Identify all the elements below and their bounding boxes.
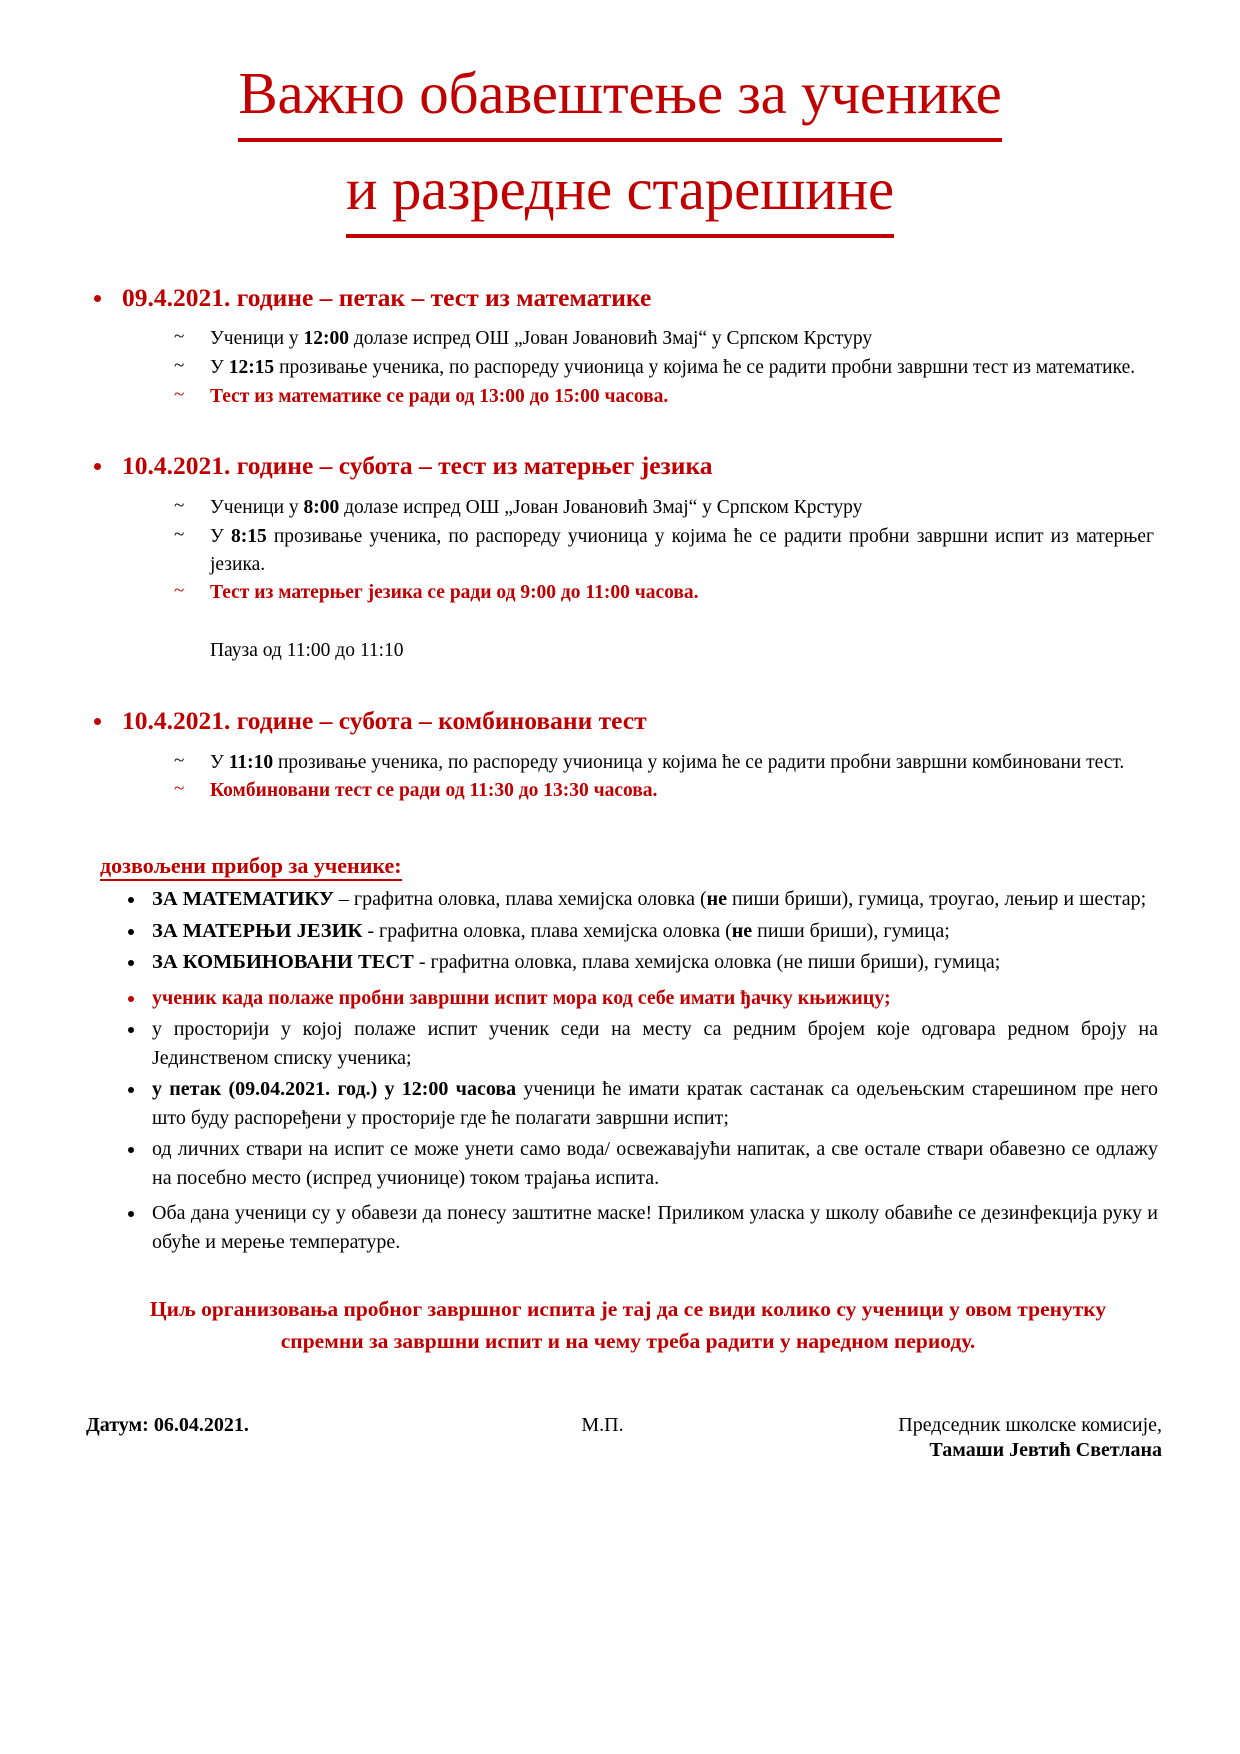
list-item — [78, 948, 1162, 978]
supply-subject: ЗА МАТЕМАТИКУ — [152, 888, 334, 911]
section-heading: 10.4.2021. године – субота – тест из матерњег језика — [78, 450, 1162, 482]
sub-item-suffix: долазе испред ОШ „Јован Јовановић Змај“ у Српском Крстуру — [339, 497, 863, 519]
supply-tail: пиши бриши), гумица, троугао, лењир и шестар; — [727, 888, 1147, 911]
section-sublist — [78, 749, 1162, 805]
list-item — [78, 1075, 1162, 1133]
sub-item-prefix: Ученици у — [210, 497, 304, 519]
supply-text: - графитна оловка, плава хемијска оловка (не пиши бриши), гумица; — [413, 951, 1001, 974]
rule-text: у просторији у којој полаже испит ученик седи на месту са редним бројем које одговара редном броју на Јединственом списку ученика; — [152, 1018, 1158, 1070]
list-item — [78, 917, 1162, 947]
supplies-heading — [78, 853, 1162, 879]
section-sublist — [78, 494, 1162, 664]
schedule-section-mother-tongue — [78, 450, 1162, 664]
sub-item-prefix: У — [210, 357, 229, 379]
list-item — [78, 984, 1162, 1013]
page-title-line-2: и разредне старешине — [346, 148, 894, 238]
page-title — [78, 52, 1162, 238]
signer-name: Тамаши Јевтић Светлана — [929, 1438, 1162, 1461]
sub-item-strong: 12:15 — [228, 357, 275, 379]
section-heading: 10.4.2021. године – субота – комбиновани тест — [78, 705, 1162, 737]
supply-text: - графитна оловка, плава хемијска оловка ( — [362, 919, 732, 942]
list-item — [78, 1015, 1162, 1073]
supply-emphasis: не — [706, 888, 728, 911]
sub-item-highlight — [78, 579, 1162, 607]
section-sublist — [78, 325, 1162, 410]
sub-item-highlight — [78, 383, 1162, 411]
supply-tail: пиши бриши), гумица; — [752, 919, 950, 942]
sub-item — [78, 749, 1162, 777]
footer-signature — [732, 1414, 1162, 1462]
sub-item — [78, 494, 1162, 522]
sub-item-prefix: У — [210, 751, 229, 773]
rule-text: ученици ће имати кратак састанак са одељењским старешином пре него што буду распоређени у просторије где ће полагати завршни испит; — [152, 1078, 1158, 1130]
page-title-line-1: Важно обавештење за ученике — [238, 52, 1001, 142]
rule-emphasis: у петак (09.04.2021. год.) у 12:00 часова — [152, 1078, 517, 1101]
footer-date: Датум: 06.04.2021. — [86, 1413, 249, 1436]
sub-item-suffix: Комбиновани тест се ради од 11:30 до 13:30 часова. — [210, 780, 658, 802]
sub-item-suffix: Тест из математике се ради од 13:00 до 15:00 часова. — [210, 385, 669, 407]
break-note: Пауза од 11:00 до 11:10 — [210, 640, 404, 662]
sub-item-suffix: долазе испред ОШ „Јован Јовановић Змај“ у Српском Крстуру — [349, 328, 873, 350]
sub-item-prefix: Ученици у — [210, 328, 304, 350]
supplies-list — [78, 885, 1162, 978]
closing-statement: Циљ организовања пробног завршног испита је тај да се види колико су ученици у овом тренутку спремни за завршни испит и на чему треба радити у наредном периоду. — [149, 1297, 1107, 1354]
supplies-heading-text: дозвољени прибор за ученике: — [100, 853, 402, 881]
list-item — [78, 885, 1162, 915]
supply-subject: ЗА КОМБИНОВАНИ ТЕСТ — [152, 951, 414, 974]
rules-list — [78, 984, 1162, 1193]
rule-text: ученик када полаже пробни завршни испит мора код себе имати ђачку књижицу; — [152, 987, 891, 1010]
supply-emphasis: не — [731, 919, 753, 942]
schedule-section-combined — [78, 705, 1162, 805]
schedule-section-math — [78, 282, 1162, 411]
sub-item-prefix: У — [210, 526, 231, 548]
sub-item — [78, 523, 1162, 578]
sub-item-strong: 8:15 — [230, 526, 267, 548]
sub-item-highlight — [78, 777, 1162, 805]
masks-rule-text: Оба дана ученици су у обавези да понесу заштитне маске! Приликом уласка у школу обавиће се дезинфекција руку и обуће и мерење температуре. — [152, 1202, 1158, 1254]
section-heading: 09.4.2021. године – петак – тест из математике — [78, 282, 1162, 314]
footer-seal: М.П. — [581, 1413, 624, 1436]
list-item — [78, 1199, 1162, 1257]
rule-text: од личних ствари на испит се може унети само вода/ освежавајући напитак, а све остале ствари обавезно се одлажу на посебно место (испред учионице) током трајања испита. — [152, 1138, 1158, 1190]
supply-subject: ЗА МАТЕРЊИ ЈЕЗИК — [152, 919, 363, 942]
signer-role: Председник школске комисије, — [898, 1413, 1162, 1436]
sub-item-suffix: прозивање ученика, по распореду учионица у којима ће се радити пробни завршни испит из матерњег језика. — [210, 526, 1154, 575]
supply-text: – графитна оловка, плава хемијска оловка ( — [333, 888, 707, 911]
sub-item-strong: 11:10 — [228, 751, 274, 773]
list-item — [78, 1135, 1162, 1193]
sub-item — [78, 354, 1162, 382]
masks-rule-list — [78, 1199, 1162, 1257]
sub-item-suffix: прозивање ученика, по распореду учионица у којима ће се радити пробни завршни тест из математике. — [274, 357, 1136, 379]
footer — [78, 1414, 1162, 1462]
sub-item-suffix: прозивање ученика, по распореду учионица у којима ће се радити пробни завршни комбиновани тест. — [273, 751, 1125, 773]
sub-item-strong: 8:00 — [303, 497, 340, 519]
sub-item — [78, 325, 1162, 353]
sub-item-strong: 12:00 — [303, 328, 350, 350]
sub-item-suffix: Тест из матерњег језика се ради од 9:00 до 11:00 часова. — [210, 582, 699, 604]
